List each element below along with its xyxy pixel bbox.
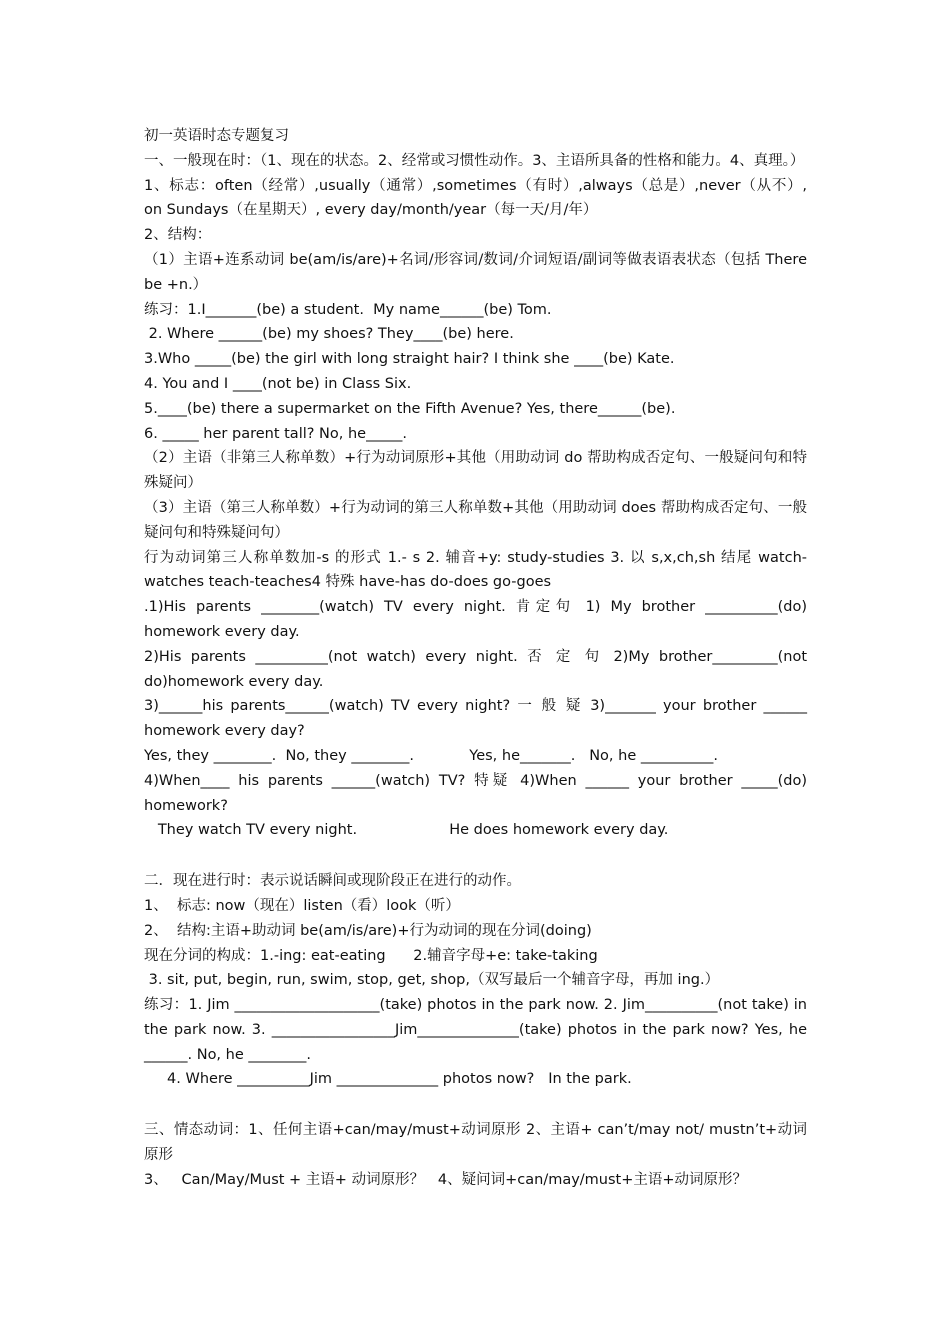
spacer bbox=[144, 1092, 807, 1118]
s2-heading: 二．现在进行时：表示说话瞬间或现阶段正在进行的动作。 bbox=[144, 873, 521, 890]
s1-p3: （3）主语（第三人称单数）+行为动词的第三人称单数+其他（用助动词 does 帮助构成否定句、一般疑问句和特殊疑问句） bbox=[144, 499, 807, 541]
s1-q2: 2)His parents __________(not watch) every night. 否 定 句 2)My brother_________(not do)homework every day. bbox=[144, 648, 807, 690]
s2-l3: 现在分词的构成：1.-ing: eat-eating 2.辅音字母+e: take-taking bbox=[144, 947, 598, 964]
s3-l3: 3、 Can/May/Must + 主语+ 动词原形？ 4、疑问词+can/may/must+主语+动词原形？ bbox=[144, 1171, 748, 1188]
s3-heading: 三、情态动词：1、任何主语+can/may/must+动词原形 2、主语+ can’t/may not/ mustn’t+动词原形 bbox=[144, 1122, 807, 1164]
s2-l2: 2、 结构:主语+助动词 be(am/is/are)+行为动词的现在分词(doing) bbox=[144, 922, 592, 939]
s2-l1: 1、 标志: now（现在）listen（看）look（听） bbox=[144, 897, 460, 914]
s1-p2: （2）主语（非第三人称单数）+行为动词原形+其他（用助动词 do 帮助构成否定句、一般疑问句和特殊疑问） bbox=[144, 450, 807, 492]
s2-ex4: 4. Where __________Jim ______________ photos now? In the park. bbox=[144, 1071, 632, 1088]
s1-structure: 2、结构： bbox=[144, 227, 212, 244]
s1-ex3: 3.Who _____(be) the girl with long straight hair? I think she ____(be) Kate. bbox=[144, 351, 675, 368]
s1-p1: （1）主语+连系动词 be(am/is/are)+名词/形容词/数词/介词短语/副词等做表语表状态（包括 There be +n.） bbox=[144, 251, 807, 293]
s1-p4: 行为动词第三人称单数加-s 的形式 1.- s 2. 辅音+y: study-studies 3. 以 s,x,ch,sh 结尾 watch-watches teach-teaches4 特殊 have-has do-does go-goes bbox=[144, 549, 807, 591]
s1-markers: 1、标志：often（经常）,usually（通常）,sometimes（有时）,always（总是）,never（从不）, on Sundays（在星期天）, every day/month/year（每一天/月/年） bbox=[144, 177, 807, 219]
document-page bbox=[144, 124, 807, 1193]
s1-ex2: 2. Where ______(be) my shoes? They____(be) here. bbox=[144, 326, 514, 343]
s1-q3-answers: Yes, they ________. No, they ________. Yes, he_______. No, he __________. bbox=[144, 747, 718, 764]
s1-ex6: 6. _____ her parent tall? No, he_____. bbox=[144, 425, 407, 442]
s1-ex5: 5.____(be) there a supermarket on the Fifth Avenue? Yes, there______(be). bbox=[144, 400, 676, 417]
doc-title: 初一英语时态专题复习 bbox=[144, 128, 289, 144]
s1-q4: 4)When____ his parents ______(watch) TV? 特疑 4)When ______ your brother _____(do) homework? bbox=[144, 772, 807, 814]
s1-q1: .1)His parents ________(watch) TV every night. 肯定句 1) My brother __________(do) homework every day. bbox=[144, 599, 807, 640]
s1-ex1: 练习：1.I_______(be) a student. My name______(be) Tom. bbox=[144, 301, 552, 318]
s2-l4: 3. sit, put, begin, run, swim, stop, get, shop,（双写最后一个辅音字母，再加 ing.） bbox=[144, 972, 720, 989]
s2-ex: 练习：1. Jim ____________________(take) photos in the park now. 2. Jim__________(not take) in the park now. 3. _________________Jim______________(take) photos in the park now? Yes, he ______. No, he ________. bbox=[144, 997, 807, 1063]
s1-heading: 一、一般现在时：（1、现在的状态。2、经常或习惯性动作。3、主语所具备的性格和能力。4、真理。） bbox=[144, 152, 805, 169]
s1-q3: 3)______his parents______(watch) TV every night? 一 般 疑 3)_______ your brother ______ homework every day? bbox=[144, 698, 807, 740]
spacer bbox=[144, 843, 807, 869]
s1-ex4: 4. You and I ____(not be) in Class Six. bbox=[144, 375, 412, 392]
s1-q5: They watch TV every night. He does homework every day. bbox=[144, 822, 669, 839]
